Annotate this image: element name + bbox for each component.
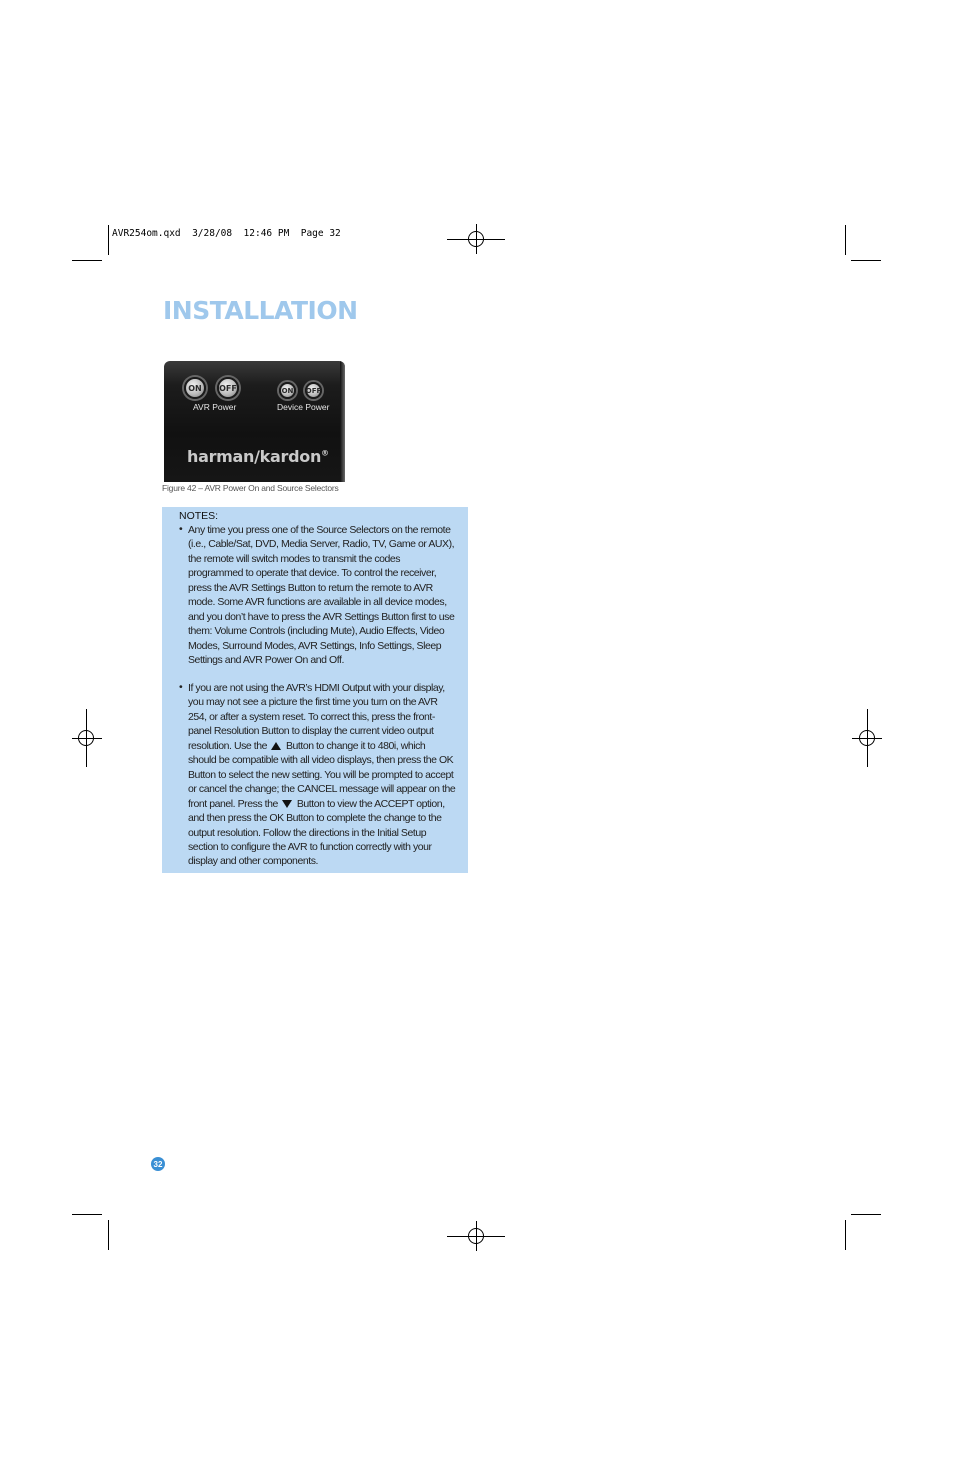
avr-power-label: AVR Power [193,402,237,412]
note-2-text: If you are not using the AVR’s HDMI Output with your display, you may not see a picture the first time you turn on the AVR 254, or after a system reset. To correct this, press the front-panel Resolution Button to display the current video output resolution. Use the Button to change it to 480i, which should be compatible with all video displays, then press the OK Button to select the new setting. You will be prompted to accept or cancel the change; the CANCEL message will appear on the front panel. Press the Button to view the ACCEPT option, and then press the OK Button to complete the change to the output resolution. Follow the directions in the Initial Setup section to configure the AVR to function correctly with your display and other components. [188,682,456,868]
up-arrow-icon [271,742,281,750]
section-title: INSTALLATION [163,296,358,325]
brand-logo: harman/kardon® [187,447,329,466]
notes-box [162,507,468,873]
bullet-2: • [179,681,183,693]
notes-title: NOTES: [179,510,219,522]
file-slug: AVR254om.qxd 3/28/08 12:46 PM Page 32 [112,228,341,239]
down-arrow-icon [282,800,292,808]
device-on-button: ON [279,382,296,399]
remote-photo [164,361,345,482]
avr-off-button: OFF [217,377,239,399]
device-power-label: Device Power [277,402,330,412]
note-1-text: Any time you press one of the Source Selectors on the remote (i.e., Cable/Sat, DVD, Media Server, Radio, TV, Game or AUX), the remote will switch modes to transmit the codes programmed to operate that device. To control the receiver, press the AVR Settings Button to return the remote to AVR mode. Some AVR functions are available in all device modes, and you don’t have to press the AVR Settings Button first to use them: Volume Controls (including Mute), Audio Effects, Video Modes, Surround Modes, AVR Settings, Info Settings, Sleep Settings and AVR Power On and Off. [188,524,455,667]
bullet-1: • [179,523,183,535]
avr-on-button: ON [184,377,206,399]
remote-edge-highlight [340,361,345,482]
page-number: 32 [151,1157,165,1171]
device-off-button: OFF [305,382,322,399]
figure-caption: Figure 42 – AVR Power On and Source Selectors [162,483,339,493]
